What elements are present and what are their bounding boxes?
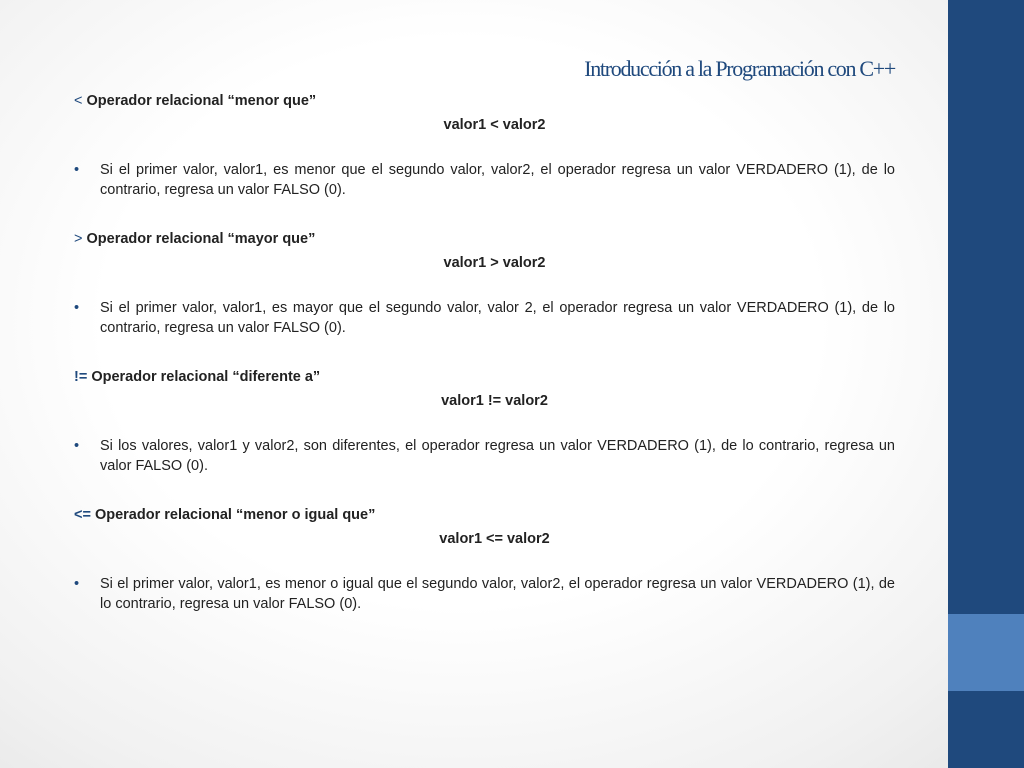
operator-heading-text: Operador relacional “mayor que” — [82, 231, 316, 247]
operator-heading-text: Operador relacional “menor que” — [82, 93, 317, 109]
operator-heading-text: Operador relacional “menor o igual que” — [90, 507, 376, 523]
bullet-item — [74, 298, 895, 338]
operator-formula: valor1 < valor2 — [443, 117, 546, 133]
operator-section-not-equal — [74, 367, 895, 476]
bullet-dot-icon: • — [74, 576, 80, 592]
section-spacer — [74, 476, 895, 505]
operator-heading — [74, 505, 895, 529]
operator-formula: valor1 != valor2 — [441, 393, 548, 409]
operator-heading — [74, 367, 895, 391]
section-spacer — [74, 338, 895, 367]
operator-section-less-or-equal — [74, 505, 895, 614]
bullet-text: Si el primer valor, valor1, es menor o igual que el segundo valor, valor2, el operador regresa un valor VERDADERO (1), de lo contrario, regresa un valor FALSO (0). — [100, 576, 895, 612]
operator-heading — [74, 229, 895, 253]
operator-heading-text: Operador relacional “diferente a” — [87, 369, 321, 385]
bullet-item — [74, 160, 895, 200]
operator-formula: valor1 <= valor2 — [439, 531, 550, 547]
slide-title: Introducción a la Programación con C++ — [584, 56, 895, 81]
operator-symbol: < — [74, 93, 83, 109]
bullet-text: Si el primer valor, valor1, es mayor que el segundo valor, valor 2, el operador regresa un valor VERDADERO (1), de lo contrario, regresa un valor FALSO (0). — [100, 300, 895, 336]
section-spacer — [74, 200, 895, 229]
bullet-dot-icon: • — [74, 300, 80, 316]
operator-formula: valor1 > valor2 — [443, 255, 546, 271]
bullet-item — [74, 436, 895, 476]
operator-symbol: > — [74, 231, 83, 247]
bullet-item — [74, 574, 895, 614]
operator-heading — [74, 91, 895, 115]
operator-symbol: <= — [74, 507, 91, 523]
slide-content — [74, 91, 895, 614]
side-accent-block — [948, 614, 1024, 691]
operator-symbol: != — [74, 369, 88, 385]
operator-section-greater-than — [74, 229, 895, 338]
bullet-text: Si el primer valor, valor1, es menor que el segundo valor, valor2, el operador regresa un valor VERDADERO (1), de lo contrario, regresa un valor FALSO (0). — [100, 162, 895, 198]
bullet-dot-icon: • — [74, 162, 80, 178]
bullet-text: Si los valores, valor1 y valor2, son diferentes, el operador regresa un valor VERDADERO (1), de lo contrario, regresa un valor FALSO (0). — [100, 438, 895, 474]
operator-section-less-than — [74, 91, 895, 200]
bullet-dot-icon: • — [74, 438, 80, 454]
